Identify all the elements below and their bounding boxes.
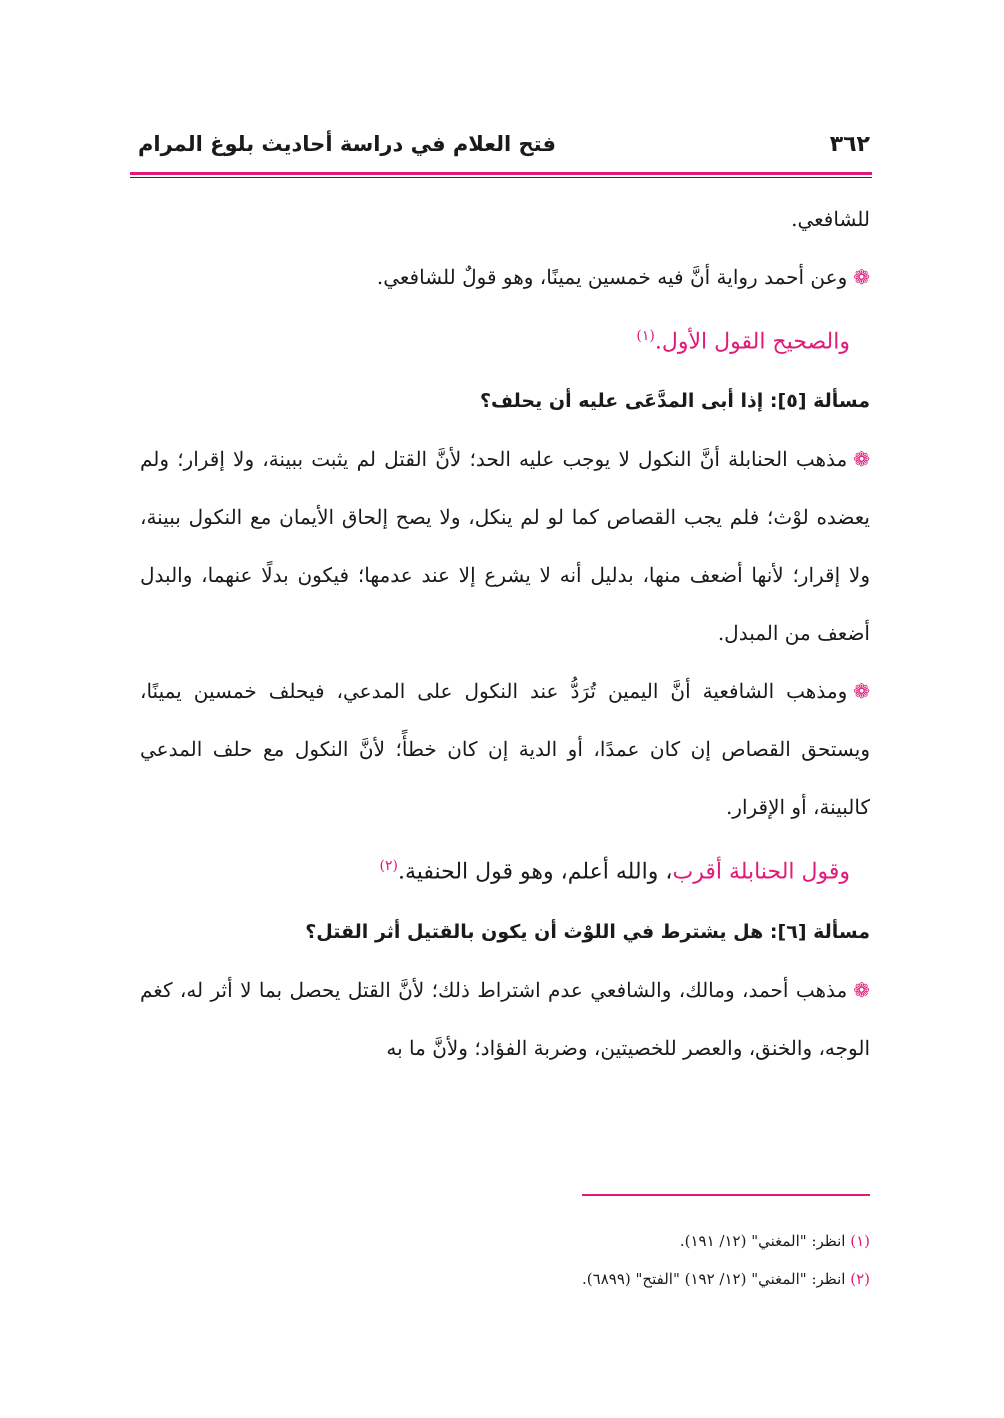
preference-highlight: وقول الحنابلة أقرب [672,859,850,885]
paragraph-text: مذهب الحنابلة أنَّ النكول لا يوجب عليه الحد؛ لأنَّ القتل لم يثبت ببينة، ولا إقرار؛ ولم يعضده لوْث؛ فلم يجب القصاص كما لو لم ينكل، ولا يصح إلحاق الأيمان مع النكول ببينة، ولا إقرار؛ لأنها أضعف منها، بدليل أنه لا يشرع إلا عند عدمها؛ فيكون بدلًا عنهما، والبدل أضعف من المبدل. [140,447,870,646]
footnote-1 [140,1222,870,1260]
author-preference-1 [140,306,870,372]
running-title: فتح العلام في دراسة أحاديث بلوغ المرام [138,132,556,156]
paragraph-text: ومذهب الشافعية أنَّ اليمين تُرَدُّ عند النكول على المدعي، فيحلف خمسين يمينًا، ويستحق القصاص إن كان عمدًا، أو الدية إن كان خطأً؛ لأنَّ النكول مع حلف المدعي كالبينة، أو الإقرار. [140,679,870,820]
question-6-heading [140,903,870,961]
paragraph-hanabila [140,430,870,662]
footnotes [140,1222,870,1298]
preference-text: والصحيح القول الأول. [654,329,850,355]
flower-ornament-icon: ❁ [853,977,870,1002]
page-header [130,128,870,168]
footnote-text: انظر: "المغني" (١٢/ ١٩١). [679,1232,846,1250]
paragraph-ahmad-malik [140,961,870,1077]
question-text: إذا أبى المدَّعَى عليه أن يحلف؟ [480,390,764,413]
paragraph-shafiiyya [140,662,870,836]
paragraph-ahmad-riwaya [140,248,870,306]
header-rule-accent [130,172,872,175]
preference-text: ، والله أعلم، وهو قول الحنفية. [397,859,673,885]
flower-ornament-icon: ❁ [853,679,870,704]
footnote-ref-2: (٢) [379,858,398,875]
footnote-2 [140,1260,870,1298]
footnote-ref-1: (١) [636,328,655,344]
footnote-text: انظر: "المغني" (١٢/ ١٩٢) "الفتح" (٦٨٩٩). [582,1270,846,1288]
header-rule-thin [130,177,872,178]
page-body [140,190,870,1077]
question-text: هل يشترط في اللوْث أن يكون بالقتيل أثر القتل؟ [305,920,764,943]
question-label: مسألة [٥]: [769,390,870,413]
paragraph-text: مذهب أحمد، ومالك، والشافعي عدم اشتراط ذلك؛ لأنَّ القتل يحصل بما لا أثر له، كغم الوجه، والخنق، والعصر للخصيتين، وضربة الفؤاد؛ ولأنَّ ما به [140,977,870,1060]
paragraph-text: وعن أحمد رواية أنَّ فيه خمسين يمينًا، وهو قولٌ للشافعي. [376,265,848,289]
flower-ornament-icon: ❁ [853,265,870,289]
flower-ornament-icon: ❁ [853,447,870,472]
author-preference-2 [140,836,870,902]
footnote-separator [582,1194,870,1196]
page-number: ٣٦٢ [829,132,870,157]
question-label: مسألة [٦]: [769,920,870,943]
continued-line: للشافعي. [791,207,870,231]
footnote-number: (٢) [850,1270,870,1288]
question-5-heading [140,372,870,430]
footnote-number: (١) [850,1232,870,1250]
